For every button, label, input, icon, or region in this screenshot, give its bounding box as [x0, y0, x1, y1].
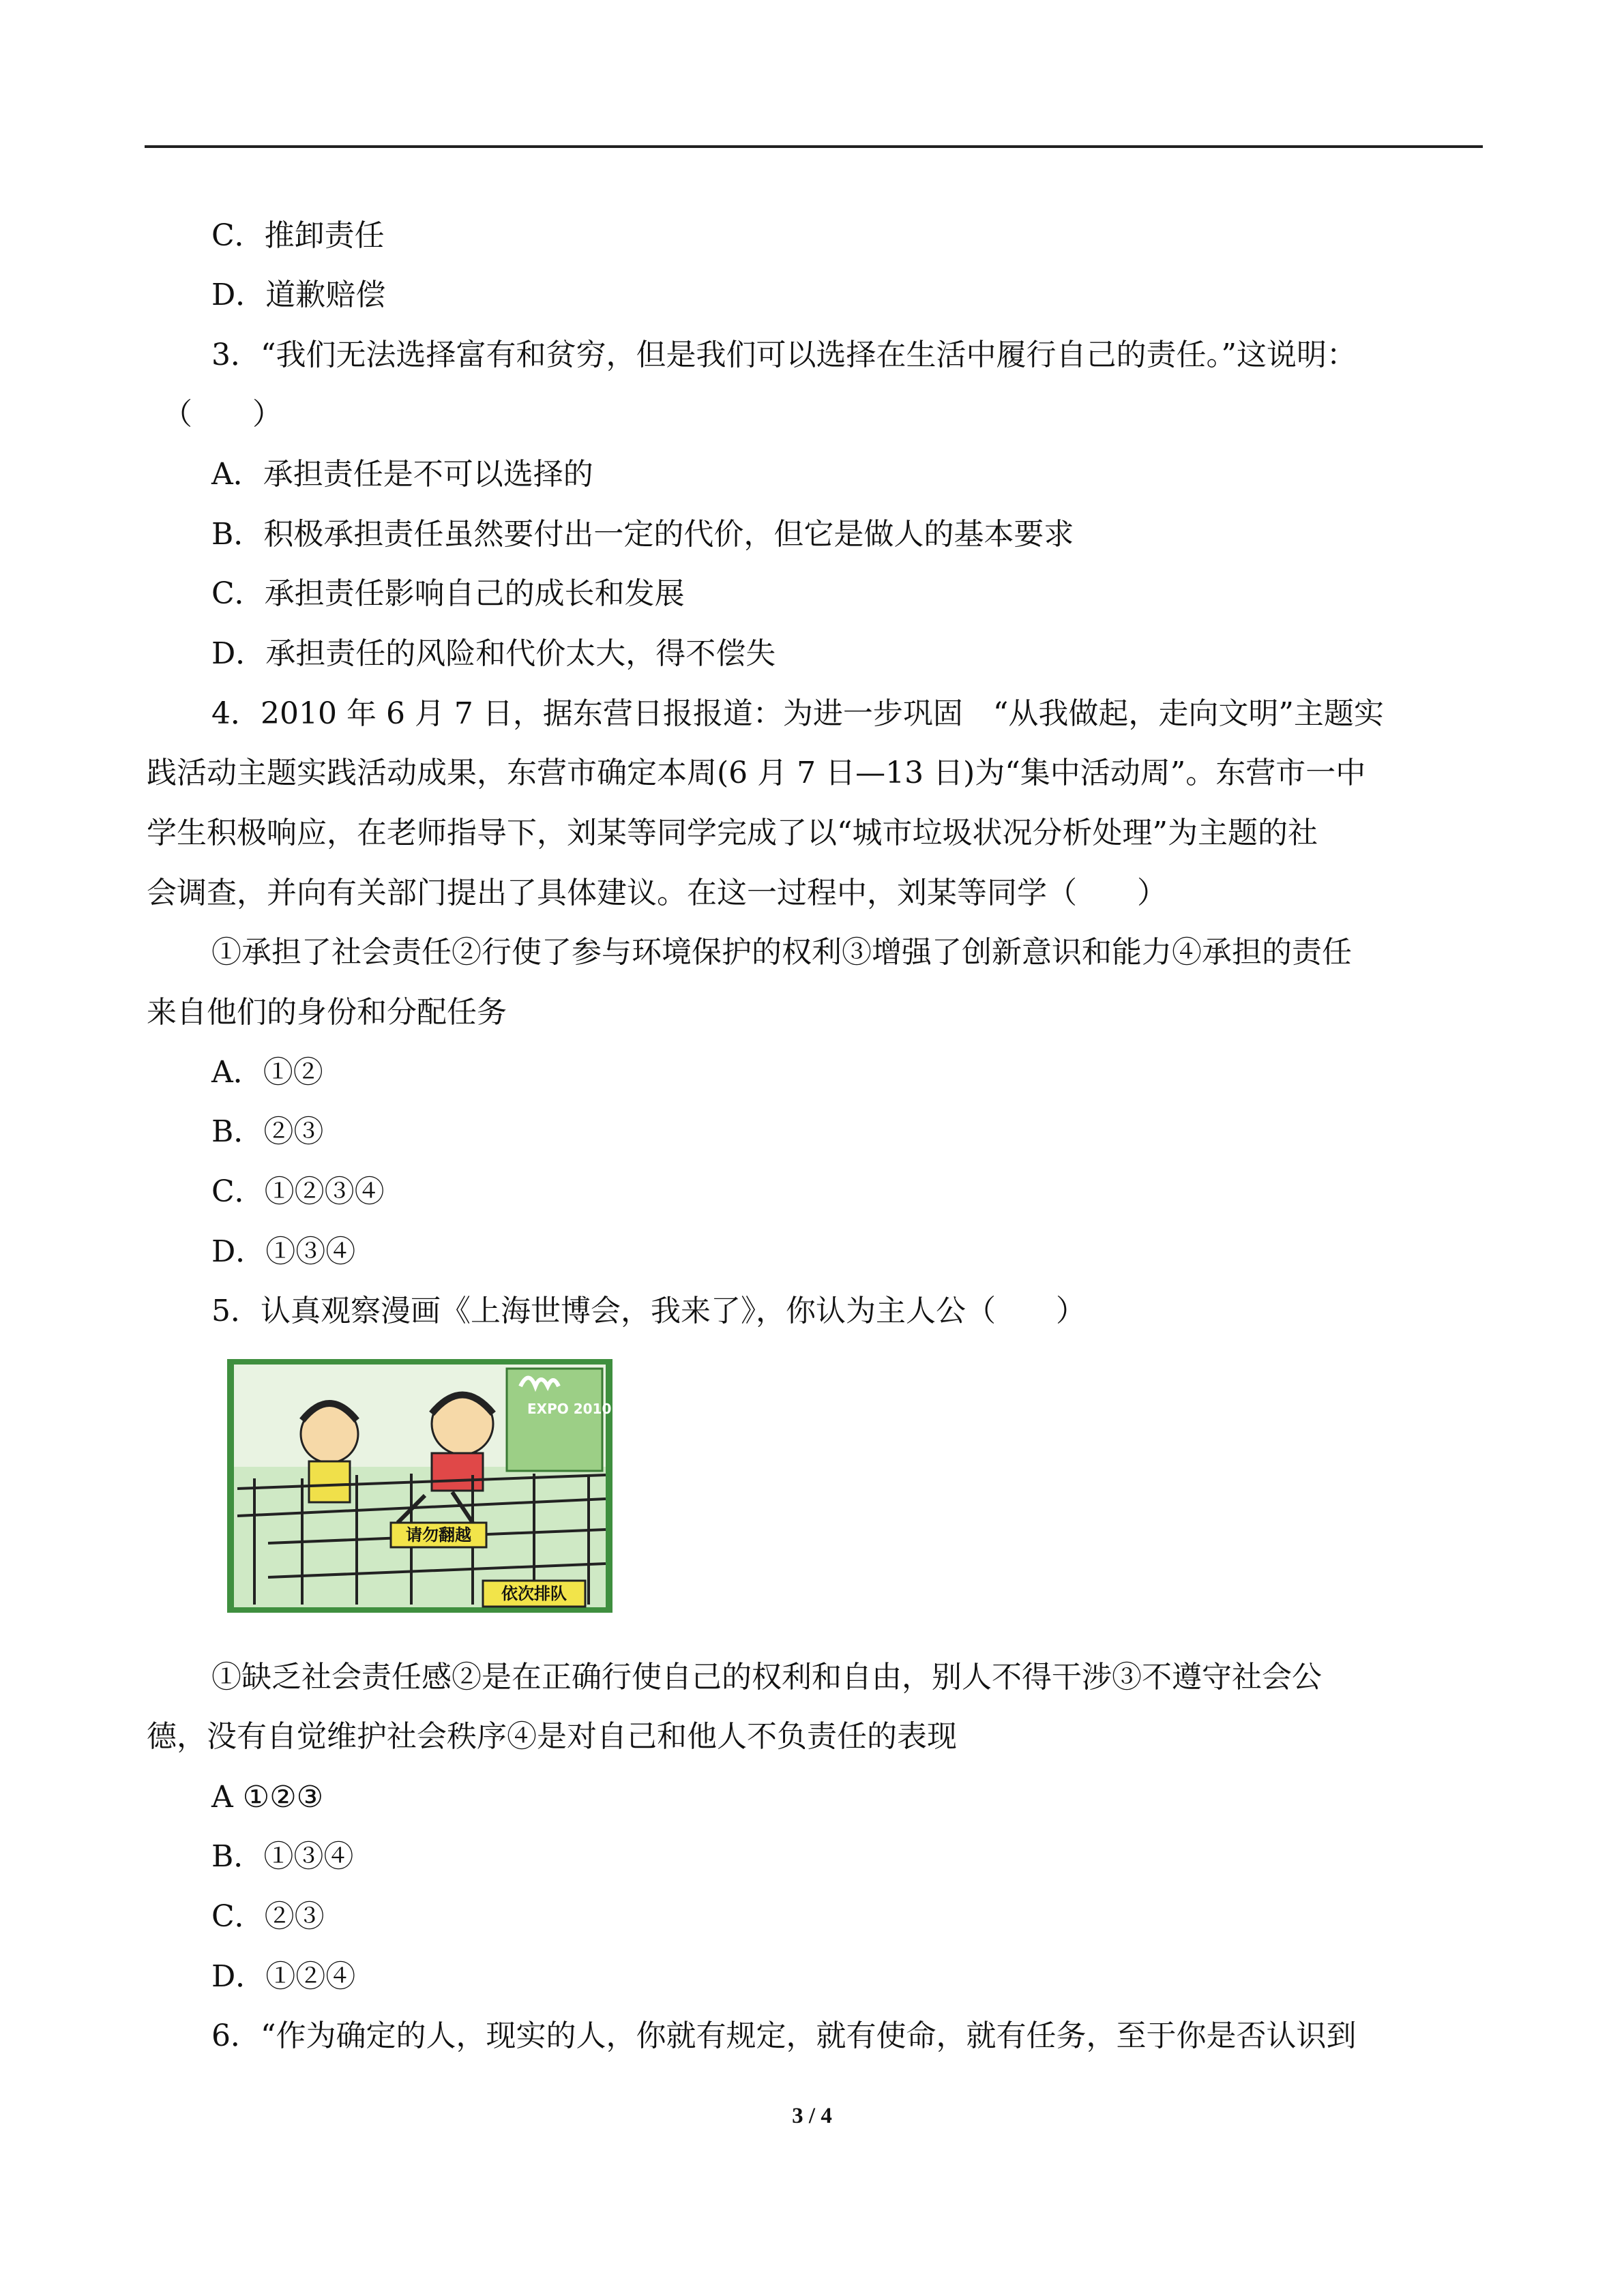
q3-option-b: B．积极承担责任虽然要付出一定的代价，但它是做人的基本要求 — [211, 517, 1074, 552]
q3-option-d: D．承担责任的风险和代价太大，得不偿失 — [211, 636, 776, 671]
q5-statements-line-2: 德，没有自觉维护社会秩序④是对自己和他人不负责任的表现 — [147, 1719, 957, 1754]
q5-option-b: B．①③④ — [211, 1839, 354, 1874]
q5-option-c: C．②③ — [211, 1899, 325, 1934]
q5-option-a: A ①②③ — [211, 1780, 324, 1815]
q5-stem: 5．认真观察漫画《上海世博会，我来了》，你认为主人公（ ） — [211, 1294, 1086, 1328]
header-rule — [145, 145, 1483, 148]
q3-stem: 3．“我们无法选择富有和贫穷，但是我们可以选择在生活中履行自己的责任。”这说明： — [211, 338, 1357, 372]
q2-option-d: D．道歉赔偿 — [211, 278, 386, 312]
q4-stem-line-4: 会调查，并向有关部门提出了具体建议。在这一过程中，刘某等同学（ ） — [147, 876, 1167, 910]
q4-stem-line-3: 学生积极响应，在老师指导下，刘某等同学完成了以“城市垃圾状况分析处理”为主题的社 — [147, 816, 1318, 850]
q3-option-a: A．承担责任是不可以选择的 — [211, 457, 593, 492]
cartoon-image — [227, 1359, 612, 1613]
q3-option-c: C．承担责任影响自己的成长和发展 — [211, 576, 685, 611]
q5-statements-line-1: ①缺乏社会责任感②是在正确行使自己的权利和自由，别人不得干涉③不遵守社会公 — [211, 1660, 1322, 1695]
q4-stem-line-1: 4．2010 年 6 月 7 日，据东营日报报道：为进一步巩固 “从我做起，走向文明”主题实 — [211, 696, 1384, 731]
q4-option-a: A．①② — [211, 1055, 323, 1090]
q4-statements-line-1: ①承担了社会责任②行使了参与环境保护的权利③增强了创新意识和能力④承担的责任 — [211, 935, 1352, 970]
q4-option-c: C．①②③④ — [211, 1174, 385, 1209]
sign-queue: 依次排队 — [501, 1584, 567, 1603]
page-number: 3 / 4 — [792, 2104, 832, 2128]
q4-option-d: D．①③④ — [211, 1234, 356, 1269]
q3-answer-blank: （ ） — [162, 397, 282, 432]
q4-option-b: B．②③ — [211, 1114, 324, 1149]
q5-option-d: D．①②④ — [211, 1959, 356, 1994]
q2-option-c: C．推卸责任 — [211, 218, 385, 253]
expo-logo-text: EXPO 2010 — [527, 1401, 612, 1417]
q4-stem-line-2: 践活动主题实践活动成果，东营市确定本周(6 月 7 日—13 日)为“集中活动周”。东营市一中 — [147, 756, 1366, 790]
sign-no-climbing: 请勿翻越 — [406, 1525, 471, 1545]
q4-statements-line-2: 来自他们的身份和分配任务 — [147, 995, 507, 1030]
q6-stem: 6．“作为确定的人，现实的人，你就有规定，就有使命，就有任务，至于你是否认识到 — [211, 2018, 1357, 2053]
